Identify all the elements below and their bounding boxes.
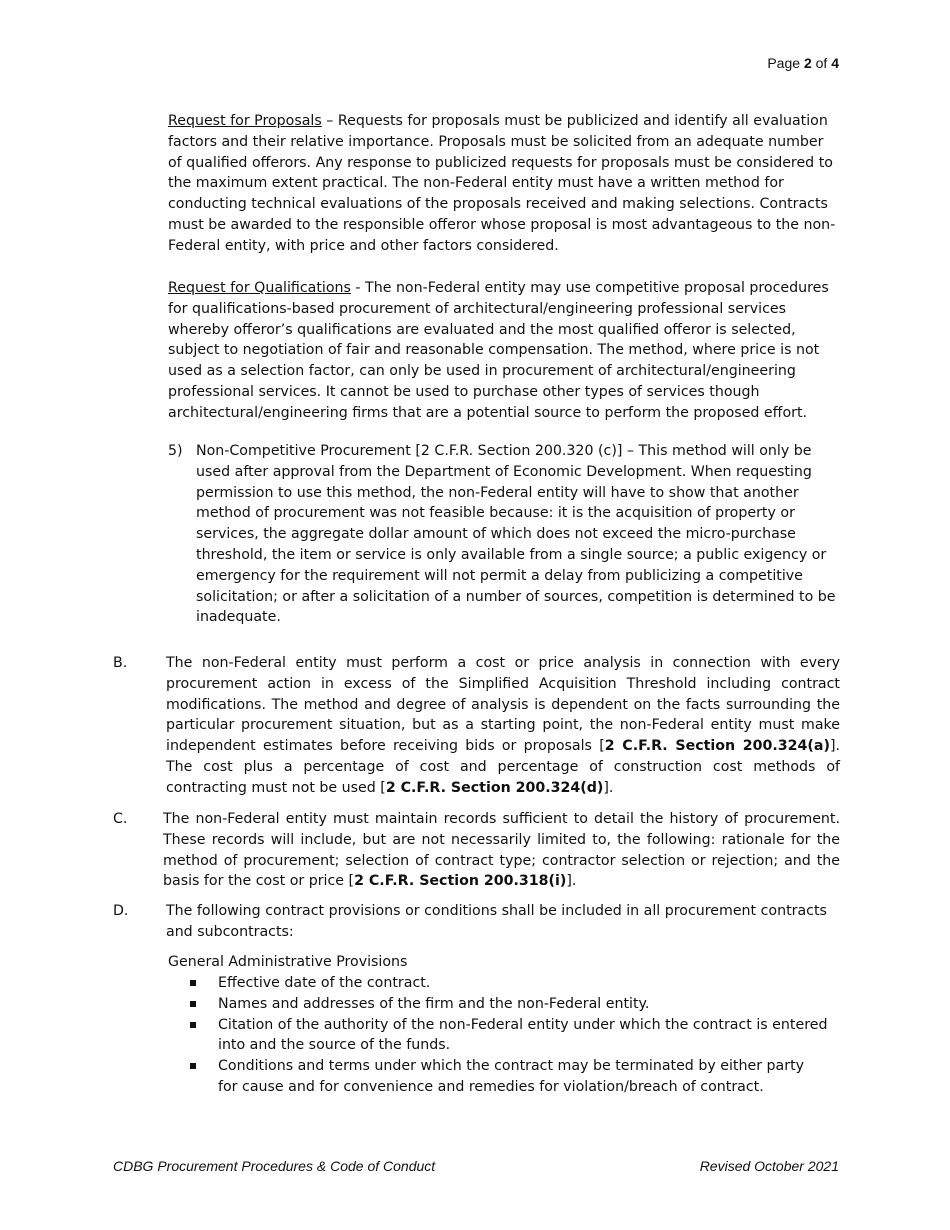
current-page: 2 — [803, 55, 812, 71]
footer-document-title: CDBG Procurement Procedures & Code of Conduct — [113, 1158, 436, 1174]
section-b-text — [166, 653, 840, 799]
square-bullet-icon — [190, 1001, 196, 1007]
section-d-letter: D. — [113, 903, 129, 919]
section-b-text-2: ]. The cost plus a percentage of cost and percentage of construction cost methods of contracting must not be used [ — [166, 738, 840, 796]
list-item — [188, 973, 828, 994]
list-item-text: Conditions and terms under which the contract may be terminated by either party for cause and for convenience and remedies for violation/breach of contract. — [218, 1058, 805, 1095]
list-item — [188, 1056, 828, 1098]
list-item-text: Citation of the authority of the non-Federal entity under which the contract is entered into and the source of the funds. — [218, 1016, 828, 1054]
section-b-text-3: ]. — [603, 779, 614, 796]
footer-revision-date: Revised October 2021 — [699, 1158, 839, 1174]
page-number-header — [767, 55, 839, 71]
list-item-text: Names and addresses of the firm and the non-Federal entity. — [218, 995, 650, 1012]
section-d-text: The following contract provisions or conditions shall be included in all procurement contracts and subcontracts: — [166, 903, 827, 940]
section-b-citation-2: 2 C.F.R. Section 200.324(d) — [385, 779, 604, 796]
list-item — [188, 1015, 828, 1057]
total-pages: 4 — [831, 55, 839, 71]
general-administrative-provisions-heading: General Administrative Provisions — [168, 954, 408, 970]
section-c-citation: 2 C.F.R. Section 200.318(i) — [354, 873, 567, 890]
of-label: of — [811, 55, 832, 71]
rfp-paragraph — [168, 111, 840, 257]
section-b-text-1: The non-Federal entity must perform a cost or price analysis in connection with every procurement action in excess of the Simplified Acquisition Threshold including contract modifications. The method and degree of analysis is dependent on the facts surrounding the particular procurement situation, but as a starting point, the non-Federal entity must make independent estimates before receiving bids or proposals [ — [166, 655, 840, 755]
list-item-text: Non-Competitive Procurement [2 C.F.R. Section 200.320 (c)] – This method will only be used after approval from the Department of Economic Development. When requesting permission to use this method, the non-Federal entity will have to show that another method of procurement was not feasible because: it is the acquisition of property or services, the aggregate dollar amount of which does not exceed the micro-purchase threshold, the item or service is only available from a single source; a public exigency or emergency for the requirement will not permit a delay from publicizing a competitive solicitation; or after a solicitation of a number of sources, competition is determined to be inadequate. — [196, 443, 836, 626]
square-bullet-icon — [190, 980, 196, 986]
section-c-text-1: The non-Federal entity must maintain records sufficient to detail the history of procurement. These records will include, but are not necessarily limited to, the following: rationale for the method of procurement; selection of contract type; contractor selection or rejection; and the basis for the cost or price [ — [163, 811, 840, 890]
rfq-heading: Request for Qualifications — [168, 280, 351, 296]
square-bullet-icon — [190, 1022, 196, 1028]
list-item — [188, 994, 828, 1015]
square-bullet-icon — [190, 1063, 196, 1069]
section-c-text-2: ]. — [566, 873, 577, 890]
section-b-citation-1: 2 C.F.R. Section 200.324(a) — [604, 738, 830, 755]
section-b-letter: B. — [113, 655, 128, 671]
list-item-text: Effective date of the contract. — [218, 975, 431, 991]
provisions-list — [188, 973, 828, 1098]
page-label: Page — [767, 55, 804, 71]
rfp-heading: Request for Proposals — [168, 113, 322, 129]
section-c-text — [163, 809, 840, 892]
list-item-number: 5) — [168, 443, 183, 459]
rfp-text: – Requests for proposals must be publicized and identify all evaluation factors and their relative importance. Proposals must be solicited from an adequate number of qualified offerors. Any response to publicized requests for proposals must be considered to the maximum extent practical. The non-Federal entity must have a written method for conducting technical evaluations of the proposals received and making selections. Contracts must be awarded to the responsible offeror whose proposal is most advantageous to the non-Federal entity, with price and other factors considered. — [168, 113, 836, 254]
rfq-text: - The non-Federal entity may use competitive proposal procedures for qualifications-based procurement of architectural/engineering professional services whereby offeror’s qualifications are evaluated and the most qualified offeror is selected, subject to negotiation of fair and reasonable compensation. The method, where price is not used as a selection factor, can only be used in procurement of architectural/engineering professional services. It cannot be used to purchase other types of services though architectural/engineering firms that are a potential source to perform the proposed effort. — [168, 280, 829, 421]
rfq-paragraph — [168, 278, 840, 424]
section-c-letter: C. — [113, 811, 128, 827]
